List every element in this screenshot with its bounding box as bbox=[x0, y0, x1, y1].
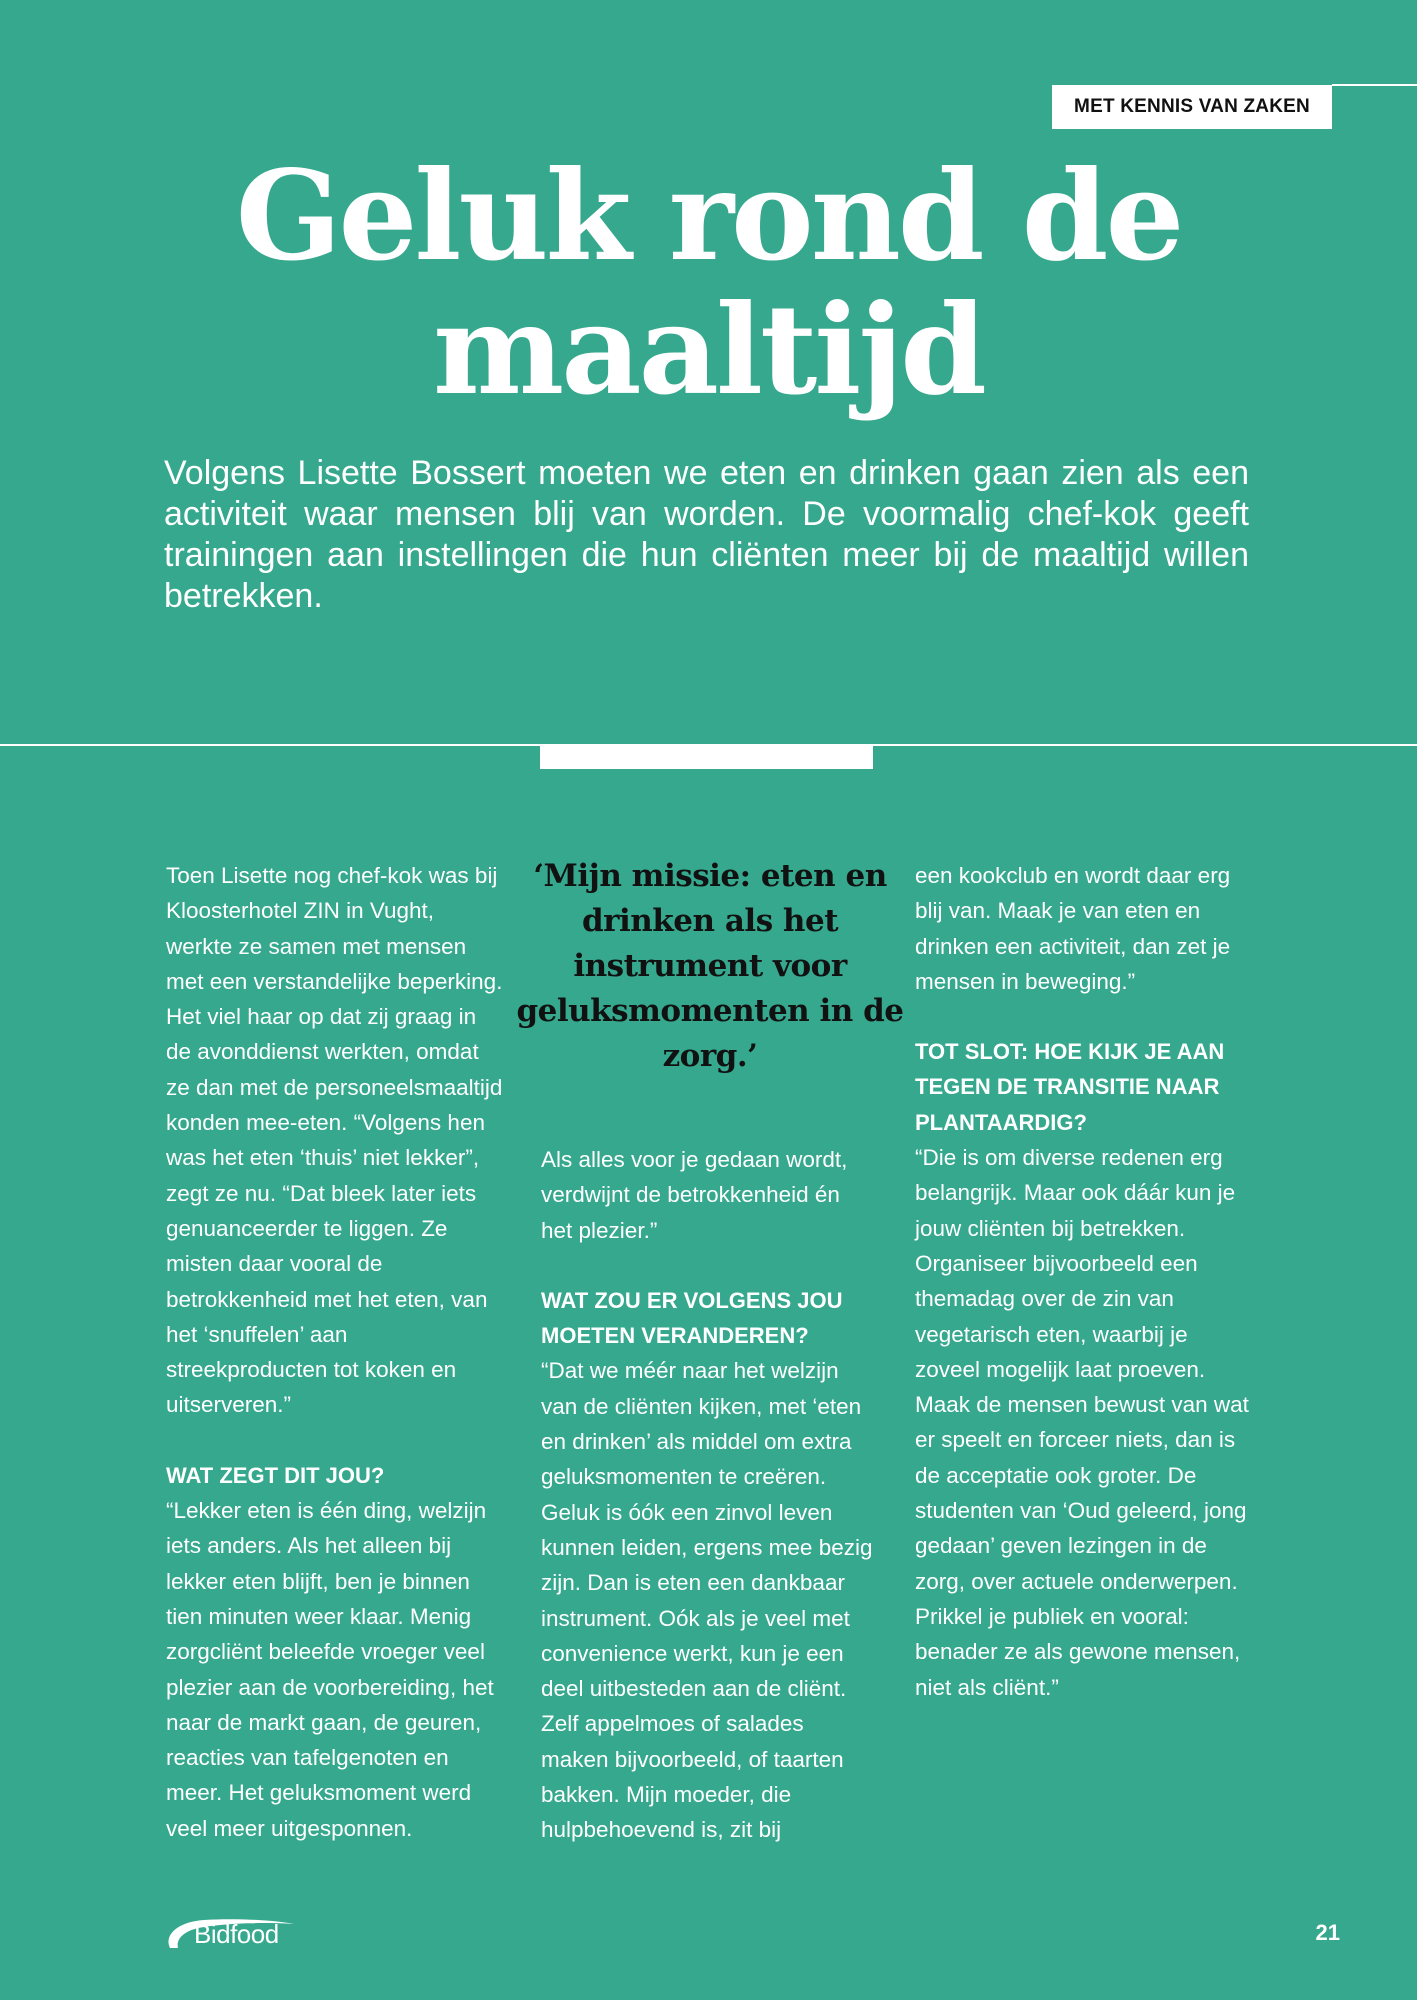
intro-text: Volgens Lisette Bossert moeten we eten en drinken gaan zien als een activiteit waar mensen blij van worden. De voormalig chef-kok geeft trainingen aan instellingen die hun cliënten meer bij de maaltijd willen betrekken. bbox=[164, 454, 1249, 615]
body-paragraph: “Lekker eten is één ding, welzijn iets anders. Als het alleen bij lekker eten blijft, ben je binnen tien minuten weer klaar. Menig zorgcliënt beleefde vroeger veel plezier aan de voorbereiding, het naar de markt gaan, de geuren, reacties van tafelgenoten en meer. Het geluksmoment werd veel meer uitgesponnen. bbox=[166, 1498, 494, 1841]
body-paragraph: een kookclub en wordt daar erg blij van. Maak je van eten en drinken een activiteit, dan zet je mensen in beweging.” bbox=[915, 863, 1231, 994]
interview-question: WAT ZEGT DIT JOU? bbox=[166, 1462, 385, 1488]
column-3 bbox=[915, 858, 1255, 1740]
interview-question: TOT SLOT: HOE KIJK JE AAN TEGEN DE TRANSITIE NAAR PLANTAARDIG? bbox=[915, 1039, 1225, 1135]
body-paragraph: “Dat we méér naar het welzijn van de cliënten kijken, met ‘eten en drinken’ als middel om extra geluksmomenten te creëren. Geluk is óók een zinvol leven kunnen leiden, ergens mee bezig zijn. Dan is eten een dankbaar instrument. Oók als je veel met convenience werkt, kun je een deel uitbesteden aan de cliënt. Zelf appelmoes of salades maken bijvoorbeeld, of taarten bakken. Mijn moeder, die hulpbehoevend is, zit bij bbox=[541, 1358, 873, 1843]
pull-quote: ‘Mijn missie: eten en drinken als het instrument voor geluksmomenten in de zorg.’ bbox=[516, 858, 904, 1074]
interview-question: WAT ZOU ER VOLGENS JOU MOETEN VERANDEREN? bbox=[541, 1287, 843, 1349]
body-paragraph: Toen Lisette nog chef-kok was bij Kloosterhotel ZIN in Vught, werkte ze samen met mensen met een verstandelijke beperking. Het viel haar op dat zij graag in de avonddienst werkten, omdat ze dan met de personeelsmaaltijd konden mee-eten. “Volgens hen was het eten ‘thuis’ niet lekker”, zegt ze nu. “Dat bleek later iets genuanceerder te liggen. Ze misten daar vooral de betrokkenheid met het eten, van het ‘snuffelen’ aan streekproducten tot koken en uitserveren.” bbox=[166, 863, 503, 1418]
divider-bar bbox=[540, 746, 873, 769]
bidfood-logo bbox=[164, 1914, 324, 1954]
tag-rule bbox=[1332, 84, 1417, 86]
logo-text: Bidfood bbox=[194, 1918, 279, 1949]
headline: Geluk rond de maaltijd bbox=[235, 144, 1182, 423]
body-paragraph: Als alles voor je gedaan wordt, verdwijnt de betrokkenheid én het plezier.” bbox=[541, 1147, 848, 1243]
section-tag: MET KENNIS VAN ZAKEN bbox=[1052, 85, 1332, 129]
column-1 bbox=[166, 858, 506, 1881]
body-paragraph: “Die is om diverse redenen erg belangrijk. Maar ook dáár kun je jouw cliënten bij betrekken. Organiseer bijvoorbeeld een themadag over de zin van vegetarisch eten, waarbij je zoveel mogelijk laat proeven. Maak de mensen bewust van wat er speelt en forceer niets, dan is de acceptatie ook groter. De studenten van ‘Oud geleerd, jong gedaan’ geven lezingen in de zorg, over actuele onderwerpen. Prikkel je publiek en vooral: benader ze als gewone mensen, niet als cliënt.” bbox=[915, 1145, 1249, 1700]
page-number: 21 bbox=[1315, 1920, 1340, 1945]
column-2 bbox=[541, 1142, 876, 1883]
